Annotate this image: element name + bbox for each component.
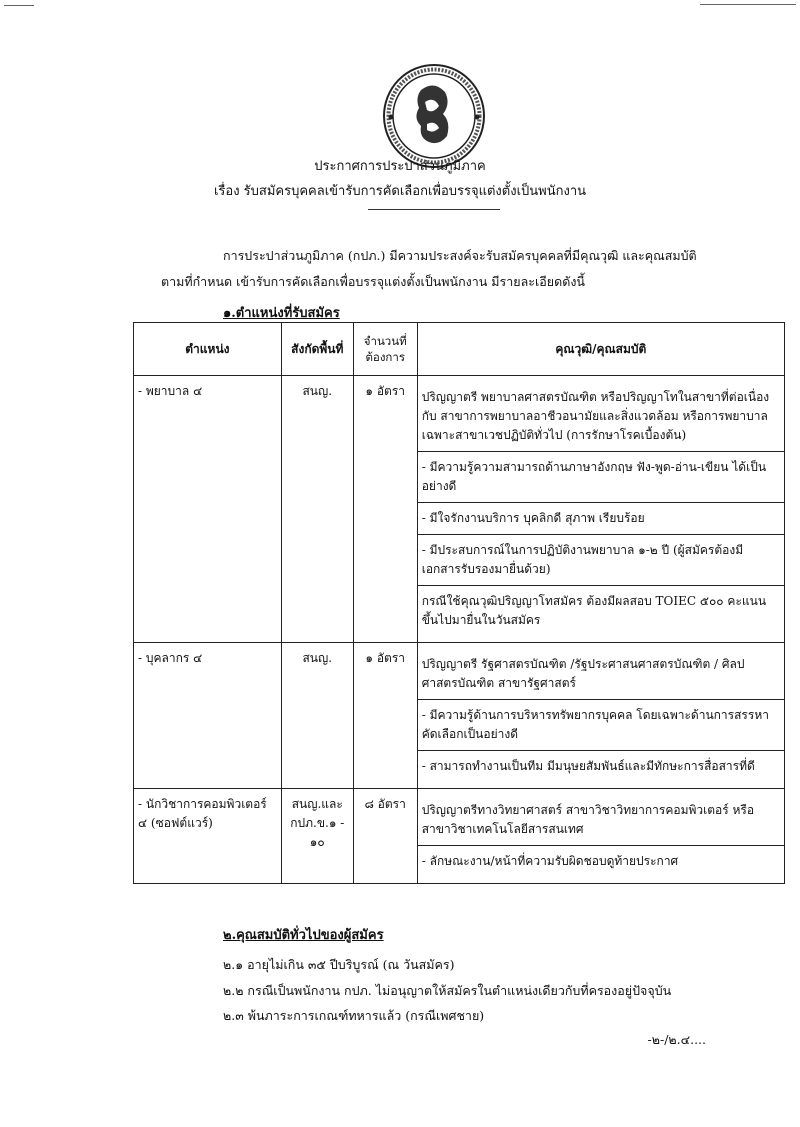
qualification-item: ปริญญาตรีทางวิทยาศาสตร์ สาขาวิชาวิทยาการคอมพิวเตอร์ หรือสาขาวิชาเทคโนโลยีสารสนเทศ — [418, 795, 784, 846]
qualification-item: - มีความรู้ด้านการบริหารทรัพยากรบุคคล โดยเฉพาะด้านการสรรหาคัดเลือกเป็นอย่างดี — [418, 700, 784, 751]
qualification-item: - มีความรู้ความสามารถด้านภาษาอังกฤษ ฟัง-พูด-อ่าน-เขียน ได้เป็นอย่างดี — [418, 452, 784, 503]
section-2-title: ๒.คุณสมบัติทั่วไปของผู้สมัคร — [223, 928, 384, 943]
seal-logo — [381, 62, 487, 170]
header-area: สังกัดพื้นที่ — [281, 323, 353, 376]
qualification-item: ปริญญาตรี รัฐศาสตรบัณฑิต /รัฐประศาสนศาสตรบัณฑิต / ศิลปศาสตรบัณฑิต สาขารัฐศาสตร์ — [418, 649, 784, 700]
qualification-cell — [417, 376, 784, 643]
count-cell: ๑ อัตรา — [353, 643, 417, 789]
qualification-item: - สามารถทำงานเป็นทีม มีมนุษยสัมพันธ์และมีทักษะการสื่อสารที่ดี — [421, 759, 755, 773]
position-cell: - บุคลากร ๔ — [134, 643, 282, 789]
header-qualification: คุณวุฒิ/คุณสมบัติ — [417, 323, 784, 376]
scan-mark — [700, 4, 796, 5]
intro-line-2: ตามที่กำหนด เข้ารับการคัดเลือกเพื่อบรรจุแต่งตั้งเป็นพนักงาน มีรายละเอียดดังนี้ — [161, 274, 585, 289]
general-qualification-item: ๒.๓ พ้นภาระการเกณฑ์ทหารแล้ว (กรณีเพศชาย) — [223, 1008, 485, 1023]
area-cell: สนญ. — [281, 376, 353, 643]
qualification-item: - มีประสบการณ์ในการปฏิบัติงานพยาบาล ๑-๒ ปี (ผู้สมัครต้องมีเอกสารรับรองมายื่นด้วย) — [418, 535, 784, 586]
header-count: จำนวนที่ต้องการ — [353, 323, 417, 376]
section-1-title: ๑.ตำแหน่งที่รับสมัคร — [223, 306, 340, 321]
area-cell: สนญ.และ กปภ.ข.๑ - ๑๐ — [281, 789, 353, 884]
positions-table — [133, 322, 785, 884]
qualification-cell — [417, 643, 784, 789]
qualification-item: - มีใจรักงานบริการ บุคลิกดี สุภาพ เรียบร้อย — [418, 503, 784, 535]
document-subject: เรื่อง รับสมัครบุคคลเข้ารับการคัดเลือกเพื่อบรรจุแต่งตั้งเป็นพนักงาน — [213, 184, 587, 199]
table-row — [134, 376, 785, 643]
general-qualification-item: ๒.๑ อายุไม่เกิน ๓๕ ปีบริบูรณ์ (ณ วันสมัคร) — [223, 957, 455, 972]
table-row — [134, 789, 785, 884]
count-cell: ๑ อัตรา — [353, 376, 417, 643]
table-header-row — [134, 323, 785, 376]
scan-mark — [4, 5, 34, 6]
count-cell: ๘ อัตรา — [353, 789, 417, 884]
position-cell: - พยาบาล ๔ — [134, 376, 282, 643]
qualification-item: กรณีใช้คุณวุฒิปริญญาโทสมัคร ต้องมีผลสอบ TOIEC ๕๐๐ คะแนนขึ้นไปมายื่นในวันสมัคร — [421, 594, 767, 627]
document-title: ประกาศการประปาส่วนภูมิภาค — [314, 159, 486, 174]
header-position: ตำแหน่ง — [134, 323, 282, 376]
next-page-reference: -๒-/๒.๔.... — [647, 1032, 706, 1047]
general-qualification-item: ๒.๒ กรณีเป็นพนักงาน กปภ. ไม่อนุญาตให้สมัครในตำแหน่งเดียวกับที่ครองอยู่ปัจจุบัน — [223, 983, 672, 998]
title-divider — [368, 209, 500, 210]
qualification-cell — [417, 789, 784, 884]
intro-line-1: การประปาส่วนภูมิภาค (กปภ.) มีความประสงค์จะรับสมัครบุคคลที่มีคุณวุฒิ และคุณสมบัติ — [223, 248, 697, 263]
position-cell: - นักวิชาการคอมพิวเตอร์ ๔ (ซอฟต์แวร์) — [134, 789, 282, 884]
area-cell: สนญ. — [281, 643, 353, 789]
qualification-item: ปริญญาตรี พยาบาลศาสตรบัณฑิต หรือปริญญาโทในสาขาที่ต่อเนื่องกับ สาขาการพยาบาลอาชีวอนามัยและสิ่งแวดล้อม หรือการพยาบาลเฉพาะสาขาเวชปฏิบัติทั่วไป (การรักษาโรคเบื้องต้น) — [418, 382, 784, 452]
table-row — [134, 643, 785, 789]
qualification-item: - ลักษณะงาน/หน้าที่ความรับผิดชอบดูท้ายประกาศ — [421, 854, 679, 868]
